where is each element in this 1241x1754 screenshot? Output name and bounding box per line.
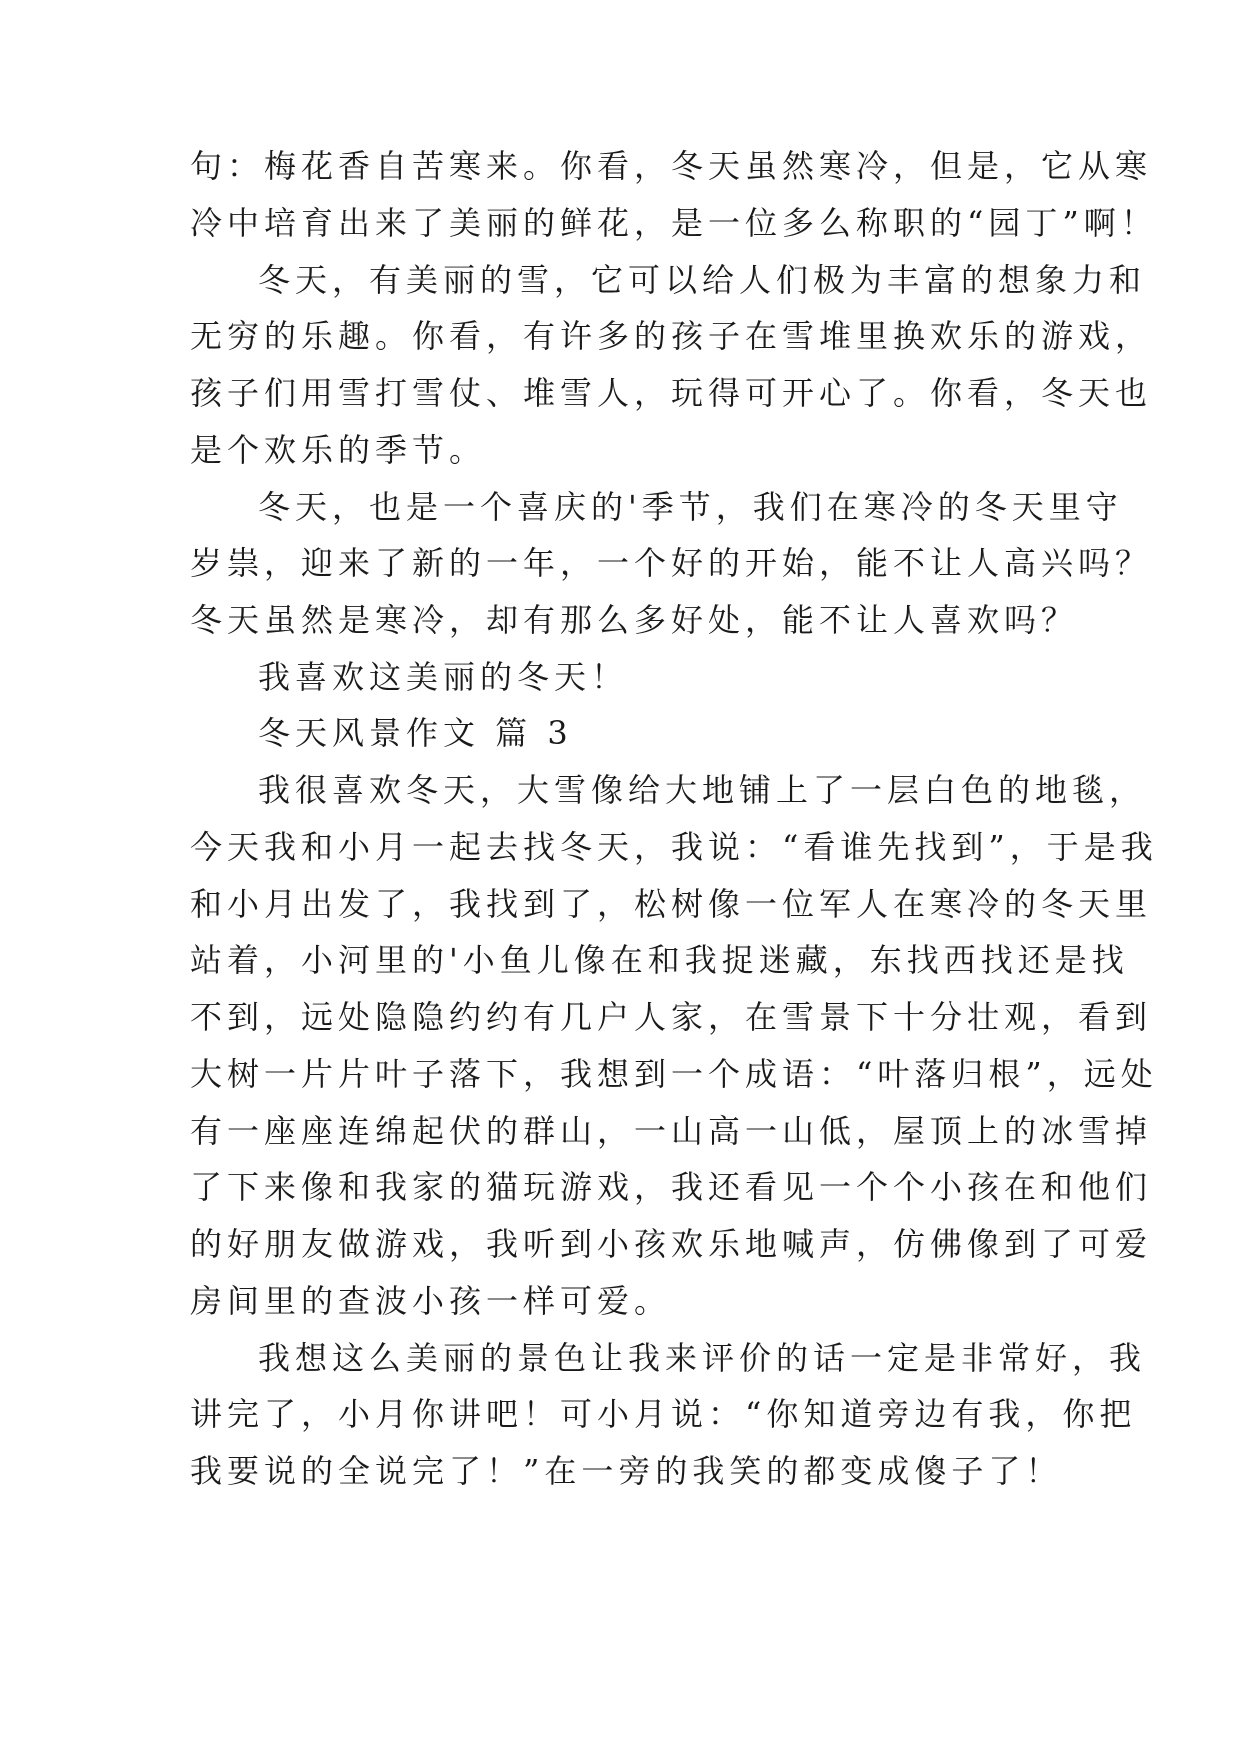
text-line: 了下来像和我家的猫玩游戏，我还看见一个个小孩在和他们	[190, 1168, 1153, 1206]
paragraph-start-line: 我喜欢这美丽的冬天！	[258, 658, 629, 696]
section-heading: 冬天风景作文 篇 3	[258, 714, 573, 752]
text-line: 的好朋友做游戏，我听到小孩欢乐地喊声，仿佛像到了可爱	[190, 1225, 1153, 1263]
text-line: 站着，小河里的'小鱼儿像在和我捉迷藏，东找西找还是找	[190, 941, 1129, 979]
text-line: 不到，远处隐隐约约有几户人家，在雪景下十分壮观，看到	[190, 998, 1153, 1036]
text-line: 房间里的查波小孩一样可爱。	[190, 1282, 672, 1320]
paragraph-start-line: 我想这么美丽的景色让我来评价的话一定是非常好，我	[258, 1339, 1147, 1377]
text-line: 冬天虽然是寒冷，却有那么多好处，能不让人喜欢吗？	[190, 601, 1079, 639]
text-line: 句：梅花香自苦寒来。你看，冬天虽然寒冷，但是，它从寒	[190, 147, 1153, 185]
paragraph-start-line: 冬天，也是一个喜庆的'季节，我们在寒冷的冬天里守	[258, 488, 1123, 526]
text-line: 冷中培育出来了美丽的鲜花，是一位多么称职的“园丁”啊！	[190, 204, 1158, 242]
text-line: 无穷的乐趣。你看，有许多的孩子在雪堆里换欢乐的游戏，	[190, 317, 1153, 355]
text-line: 我要说的全说完了！”在一旁的我笑的都变成傻子了！	[190, 1452, 1063, 1490]
text-line: 孩子们用雪打雪仗、堆雪人，玩得可开心了。你看，冬天也	[190, 374, 1153, 412]
text-line: 和小月出发了，我找到了，松树像一位军人在寒冷的冬天里	[190, 885, 1153, 923]
text-line: 今天我和小月一起去找冬天，我说：“看谁先找到”，于是我	[190, 828, 1158, 866]
text-line: 是个欢乐的季节。	[190, 431, 487, 469]
text-line: 大树一片片叶子落下，我想到一个成语：“叶落归根”，远处	[190, 1055, 1158, 1093]
paragraph-start-line: 我很喜欢冬天，大雪像给大地铺上了一层白色的地毯，	[258, 771, 1147, 809]
paragraph-start-line: 冬天，有美丽的雪，它可以给人们极为丰富的想象力和	[258, 261, 1147, 299]
text-line: 讲完了，小月你讲吧！可小月说：“你知道旁边有我，你把	[190, 1395, 1137, 1433]
text-line: 有一座座连绵起伏的群山，一山高一山低，屋顶上的冰雪掉	[190, 1112, 1153, 1150]
text-line: 岁祟，迎来了新的一年，一个好的开始，能不让人高兴吗？	[190, 544, 1153, 582]
